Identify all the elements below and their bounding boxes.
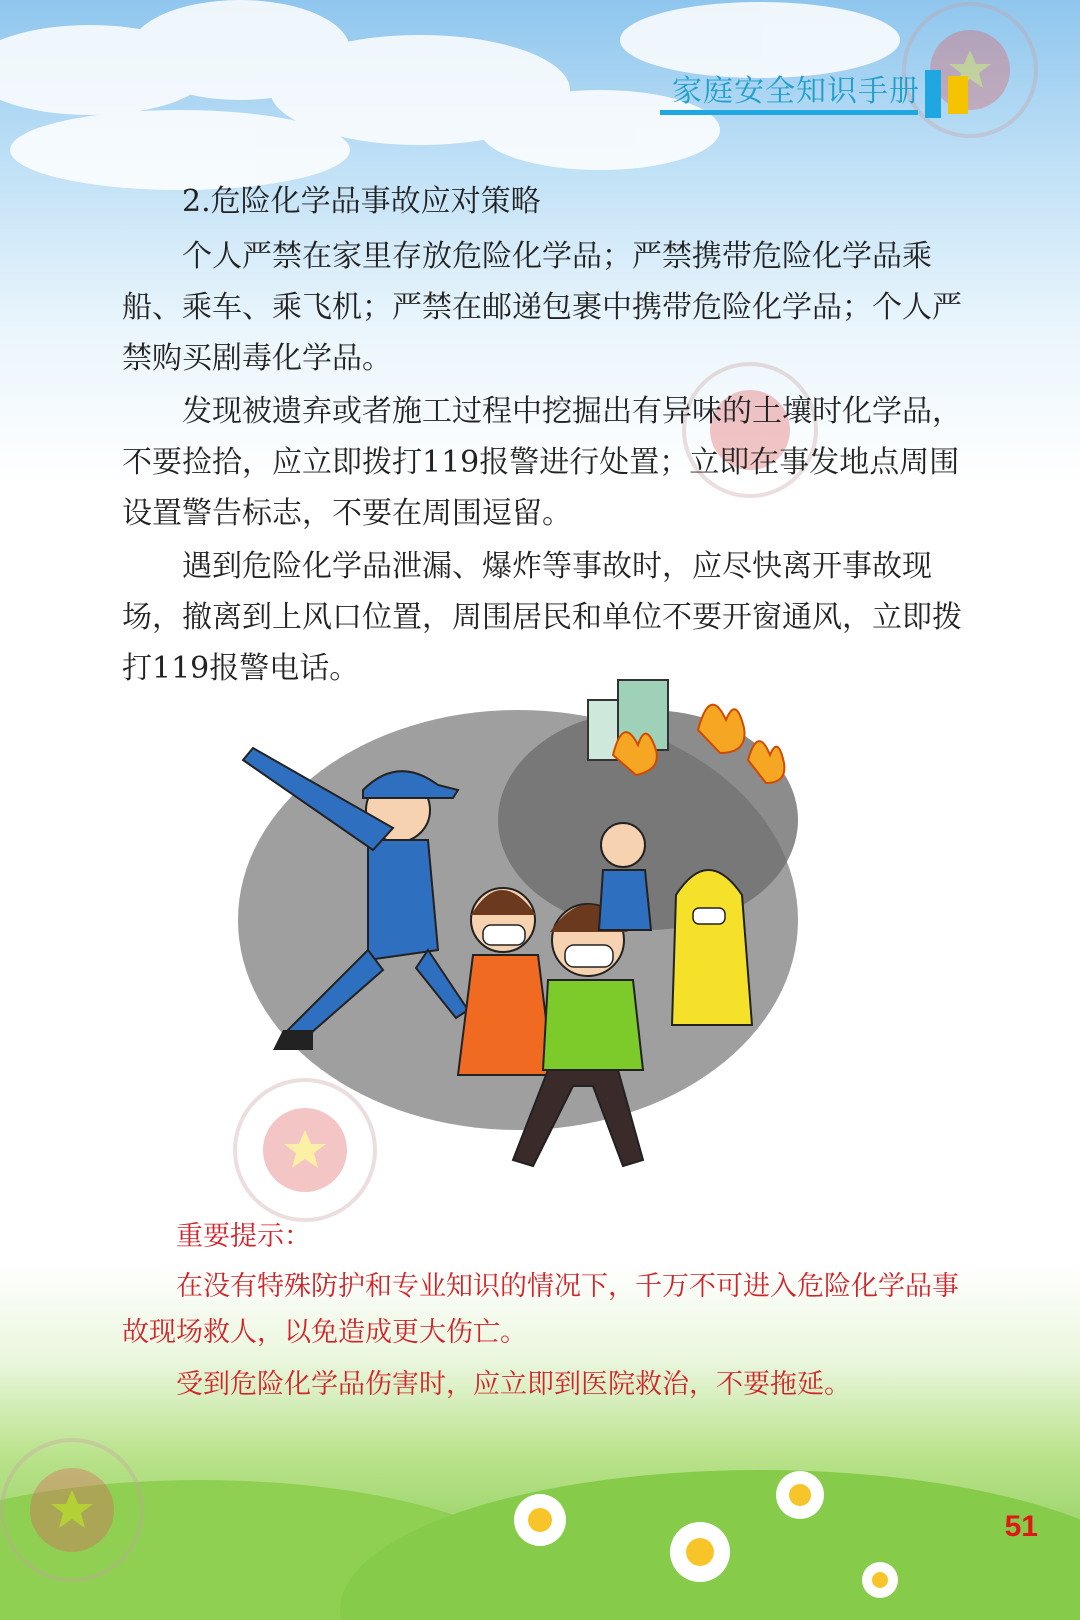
tip-item: 在没有特殊防护和专业知识的情况下，千万不可进入危险化学品事故现场救人，以免造成更大伤亡。 (122, 1271, 959, 1348)
tips-heading: 重要提示： (176, 1221, 311, 1252)
header-underline (660, 110, 918, 115)
header-title: 家庭安全知识手册 (672, 74, 920, 109)
background-figure (599, 823, 651, 930)
section-heading: 2.危险化学品事故应对策略 (182, 184, 541, 219)
important-tips (122, 1214, 962, 1414)
paragraph: 遇到危险化学品泄漏、爆炸等事故时，应尽快离开事故现场，撤离到上风口位置，周围居民和单位不要开窗通风，立即拨打119报警电话。 (122, 549, 962, 686)
body-text (122, 176, 962, 696)
page-number: 51 (1004, 1510, 1038, 1543)
paragraph: 个人严禁在家里存放危险化学品；严禁携带危险化学品乘船、乘车、乘飞机；严禁在邮递包裹中携带危险化学品；个人严禁购买剧毒化学品。 (122, 239, 962, 376)
paragraph: 发现被遗弃或者施工过程中挖掘出有异味的土壤时化学品，不要捡拾，应立即拨打119报警进行处置；立即在事发地点周围设置警告标志，不要在周围逗留。 (122, 394, 962, 531)
evacuation-illustration (228, 670, 828, 1210)
header-tab-blue (925, 70, 941, 118)
hazmat-figure (672, 870, 752, 1025)
tip-item: 受到危险化学品伤害时，应立即到医院救治，不要拖延。 (176, 1369, 851, 1400)
header-tab-yellow (948, 76, 968, 114)
